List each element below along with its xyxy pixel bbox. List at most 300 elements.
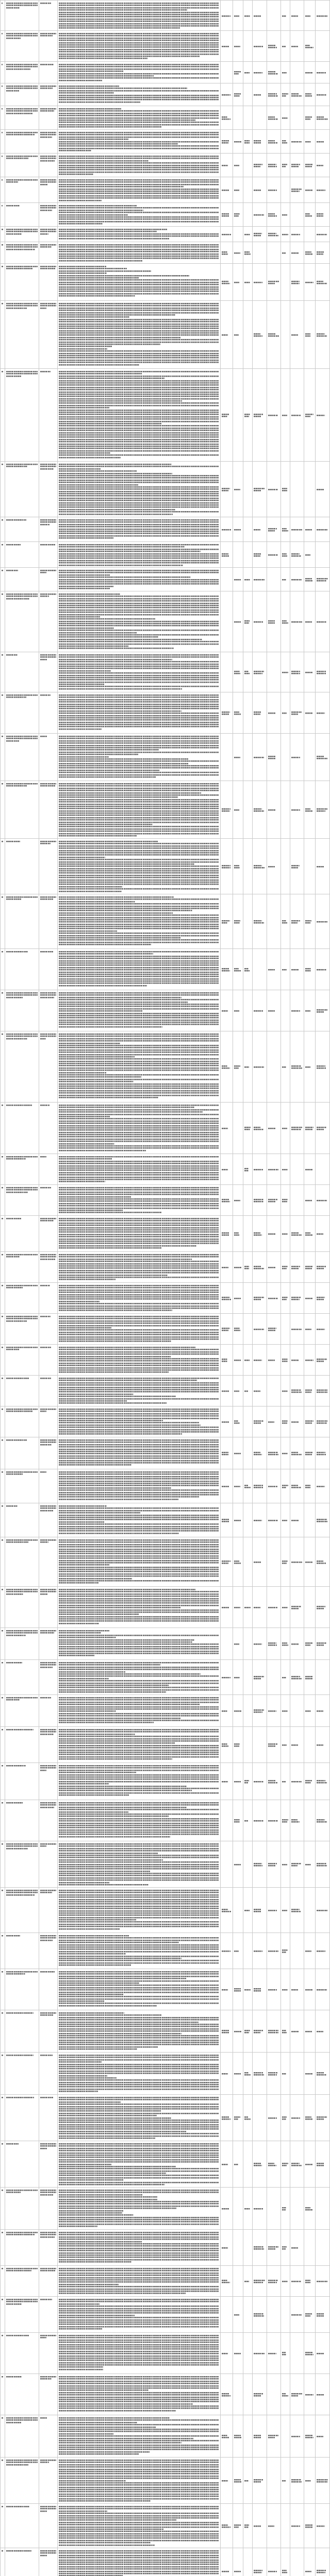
table-cell xyxy=(0,781,5,839)
cell-text-glyphs xyxy=(222,2524,232,2529)
cell-text-glyphs xyxy=(254,1296,266,1301)
table-cell xyxy=(267,2188,281,2230)
text-line-glyph xyxy=(40,785,55,787)
cell-text-glyphs xyxy=(268,1780,279,1784)
table-cell xyxy=(39,1252,58,1283)
cell-text-glyphs xyxy=(268,1909,279,1911)
cell-text-glyphs xyxy=(254,2313,266,2317)
text-line-glyph xyxy=(2,1630,3,1632)
table-cell xyxy=(233,2297,243,2333)
table-cell xyxy=(5,1314,39,1345)
text-line-glyph xyxy=(59,260,142,262)
text-line-glyph xyxy=(6,1348,19,1350)
table-cell xyxy=(39,1537,58,1587)
text-line-glyph xyxy=(317,141,324,143)
table-cell xyxy=(5,1727,39,1763)
cell-text-glyphs xyxy=(234,1359,242,1361)
cell-text-glyphs xyxy=(2,1935,4,1937)
table-cell xyxy=(267,1933,281,1969)
cell-text-glyphs xyxy=(2,155,4,157)
table-cell xyxy=(5,83,39,106)
cell-text-glyphs xyxy=(6,2550,38,2552)
cell-text-glyphs xyxy=(317,1389,328,1394)
table-cell xyxy=(290,369,304,462)
text-line-glyph xyxy=(6,1973,25,1975)
text-line-glyph xyxy=(59,1691,166,1693)
table-cell xyxy=(316,154,330,177)
text-line-glyph xyxy=(59,1026,162,1028)
text-line-glyph xyxy=(6,2012,34,2014)
text-line-glyph xyxy=(282,1127,287,1129)
cell-text-glyphs xyxy=(244,140,251,144)
cell-text-glyphs xyxy=(6,108,38,114)
table-cell xyxy=(316,2188,330,2230)
text-line-glyph xyxy=(59,2410,176,2412)
table-cell xyxy=(290,1376,304,1406)
text-line-glyph xyxy=(291,95,302,97)
text-line-glyph xyxy=(222,118,230,120)
text-line-glyph xyxy=(2,244,3,246)
table-cell xyxy=(304,1888,316,1933)
cell-text-glyphs xyxy=(222,1606,232,1608)
table-cell xyxy=(304,2374,316,2415)
cell-text-glyphs xyxy=(234,1676,242,1679)
text-line-glyph xyxy=(234,1390,239,1392)
table-cell xyxy=(253,462,267,517)
text-line-glyph xyxy=(59,1884,148,1886)
table-cell xyxy=(0,1587,5,1628)
text-line-glyph xyxy=(6,233,22,235)
table-row xyxy=(0,517,330,542)
table-cell xyxy=(58,462,221,517)
text-line-glyph xyxy=(40,63,54,65)
table-cell xyxy=(290,1727,304,1763)
text-line-glyph xyxy=(268,809,275,811)
text-line-glyph xyxy=(282,1909,287,1911)
table-cell xyxy=(267,1345,281,1376)
text-line-glyph xyxy=(59,1794,129,1796)
cell-text-glyphs xyxy=(317,414,328,416)
table-cell xyxy=(39,517,58,542)
text-line-glyph xyxy=(291,2395,298,2397)
table-cell xyxy=(267,2504,281,2548)
cell-text-glyphs xyxy=(317,1265,328,1270)
table-cell xyxy=(5,1628,39,1660)
cell-text-glyphs xyxy=(268,1421,279,1423)
text-line-glyph xyxy=(40,183,47,185)
cell-text-glyphs xyxy=(2,2096,4,2098)
text-line-glyph xyxy=(268,414,278,416)
text-line-glyph xyxy=(222,1010,228,1012)
text-line-glyph xyxy=(268,118,278,120)
table-cell xyxy=(316,1763,330,1800)
text-line-glyph xyxy=(282,72,287,74)
table-row xyxy=(0,2458,330,2504)
cell-text-glyphs xyxy=(234,488,242,490)
cell-text-glyphs xyxy=(234,2163,242,2165)
cell-text-glyphs xyxy=(6,302,38,309)
table-cell xyxy=(39,301,58,369)
text-line-glyph xyxy=(234,1485,240,1487)
cell-text-glyphs xyxy=(234,15,242,17)
table-cell xyxy=(290,1800,304,1841)
table-row xyxy=(0,242,330,264)
table-cell xyxy=(39,1841,58,1888)
table-cell xyxy=(221,1969,233,2010)
cell-text-glyphs xyxy=(234,968,242,972)
cell-text-glyphs xyxy=(282,2280,289,2282)
table-cell xyxy=(243,1888,253,1933)
text-line-glyph xyxy=(234,1562,241,1564)
text-line-glyph xyxy=(6,1541,28,1543)
text-line-glyph xyxy=(40,1697,51,1699)
text-line-glyph xyxy=(2,228,3,230)
table-cell xyxy=(316,1154,330,1185)
text-line-glyph xyxy=(40,233,48,235)
table-cell xyxy=(281,1503,290,1537)
cell-text-glyphs xyxy=(282,1819,289,1823)
table-cell xyxy=(5,1660,39,1695)
table-cell xyxy=(304,1587,316,1628)
text-line-glyph xyxy=(222,2247,228,2249)
text-line-glyph xyxy=(40,370,51,372)
table-cell xyxy=(233,1587,243,1628)
table-cell xyxy=(0,1154,5,1185)
table-cell xyxy=(58,62,221,83)
cell-text-glyphs xyxy=(282,2393,289,2397)
table-cell xyxy=(253,106,267,130)
cell-text-glyphs xyxy=(234,1950,242,1952)
cell-text-glyphs xyxy=(317,1819,328,1823)
table-cell xyxy=(304,1185,316,1216)
table-cell xyxy=(253,517,267,542)
table-cell xyxy=(221,2548,233,2576)
cell-text-glyphs xyxy=(282,1233,289,1235)
cell-text-glyphs xyxy=(2,1588,4,1590)
table-cell xyxy=(5,1469,39,1503)
cell-text-glyphs xyxy=(254,2162,266,2167)
table-row xyxy=(0,990,330,1031)
table-row xyxy=(0,1283,330,1314)
cell-text-glyphs xyxy=(268,1743,279,1748)
text-line-glyph xyxy=(59,943,151,945)
table-cell xyxy=(267,734,281,781)
text-line-glyph xyxy=(317,72,326,74)
text-line-glyph xyxy=(234,15,239,17)
text-line-glyph xyxy=(2,63,3,65)
text-line-glyph xyxy=(40,1377,51,1379)
table-cell xyxy=(233,154,243,177)
text-line-glyph xyxy=(317,1328,325,1330)
text-line-glyph xyxy=(291,1067,302,1069)
table-cell xyxy=(221,542,233,568)
text-line-glyph xyxy=(40,87,53,89)
text-line-glyph xyxy=(234,2073,241,2075)
cell-text-glyphs xyxy=(40,1471,56,1473)
text-line-glyph xyxy=(317,712,325,714)
cell-text-glyphs xyxy=(254,1484,266,1489)
table-cell xyxy=(316,517,330,542)
table-cell xyxy=(5,1763,39,1800)
table-cell xyxy=(281,1933,290,1969)
table-cell xyxy=(39,1695,58,1727)
cell-text-glyphs xyxy=(59,840,219,892)
table-cell xyxy=(253,2141,267,2188)
table-cell xyxy=(316,591,330,652)
cell-text-glyphs xyxy=(222,1781,232,1783)
cell-text-glyphs xyxy=(234,1010,242,1012)
table-cell xyxy=(316,369,330,462)
table-cell xyxy=(243,301,253,369)
table-cell xyxy=(39,1185,58,1216)
text-line-glyph xyxy=(254,234,261,236)
cell-text-glyphs xyxy=(59,1033,219,1098)
cell-text-glyphs xyxy=(244,1066,251,1068)
cell-text-glyphs xyxy=(282,1420,289,1425)
text-line-glyph xyxy=(291,1128,301,1130)
text-line-glyph xyxy=(222,1606,229,1608)
table-cell xyxy=(290,2297,304,2333)
table-cell xyxy=(5,2415,39,2458)
cell-text-glyphs xyxy=(305,1199,314,1201)
table-cell xyxy=(233,1406,243,1437)
cell-text-glyphs xyxy=(254,920,266,924)
table-row xyxy=(0,839,330,894)
table-cell xyxy=(58,517,221,542)
text-line-glyph xyxy=(6,1377,29,1379)
text-line-glyph xyxy=(282,1863,287,1866)
text-line-glyph xyxy=(222,1390,229,1392)
table-cell xyxy=(5,1103,39,1154)
text-line-glyph xyxy=(305,46,314,48)
table-row xyxy=(0,2548,330,2576)
cell-text-glyphs xyxy=(282,620,289,624)
table-cell xyxy=(290,130,304,154)
table-cell xyxy=(0,1185,5,1216)
text-line-glyph xyxy=(234,809,239,811)
table-row xyxy=(0,1252,330,1283)
table-cell xyxy=(290,1888,304,1933)
cell-text-glyphs xyxy=(317,1126,328,1131)
table-cell xyxy=(290,2095,304,2141)
text-line-glyph xyxy=(282,1422,287,1424)
cell-text-glyphs xyxy=(222,1127,232,1129)
table-cell xyxy=(233,2548,243,2576)
cell-text-glyphs xyxy=(317,2569,328,2574)
cell-text-glyphs xyxy=(268,488,279,490)
cell-text-glyphs xyxy=(244,1606,251,1608)
cell-text-glyphs xyxy=(40,1315,56,1317)
table-cell xyxy=(253,369,267,462)
cell-text-glyphs xyxy=(40,735,56,737)
cell-text-glyphs xyxy=(2,2189,4,2191)
cell-text-glyphs xyxy=(40,1697,56,1699)
table-cell xyxy=(304,2504,316,2548)
table-cell xyxy=(290,1345,304,1376)
cell-text-glyphs xyxy=(291,969,303,971)
text-line-glyph xyxy=(291,1453,302,1455)
cell-text-glyphs xyxy=(40,205,56,211)
cell-text-glyphs xyxy=(282,1127,289,1129)
cell-text-glyphs xyxy=(222,865,232,869)
cell-text-glyphs xyxy=(59,951,219,987)
cell-text-glyphs xyxy=(254,1908,266,1913)
text-line-glyph xyxy=(2,2550,3,2552)
table-cell xyxy=(243,1800,253,1841)
text-line-glyph xyxy=(268,1909,277,1911)
table-cell xyxy=(316,301,330,369)
text-line-glyph xyxy=(282,2073,286,2075)
text-line-glyph xyxy=(282,1951,286,1953)
cell-text-glyphs xyxy=(40,1843,56,1848)
text-line-glyph xyxy=(59,2225,97,2227)
cell-text-glyphs xyxy=(40,1377,56,1379)
table-cell xyxy=(304,1933,316,1969)
table-row xyxy=(0,692,330,734)
cell-text-glyphs xyxy=(305,2279,314,2284)
cell-text-glyphs xyxy=(234,1781,242,1783)
table-cell xyxy=(304,990,316,1031)
text-line-glyph xyxy=(254,15,261,17)
text-line-glyph xyxy=(2,1033,3,1035)
table-cell xyxy=(0,62,5,83)
table-cell xyxy=(0,264,5,301)
table-cell xyxy=(5,1185,39,1216)
text-line-glyph xyxy=(282,1267,287,1269)
cell-text-glyphs xyxy=(6,155,38,160)
text-line-glyph xyxy=(222,1298,231,1300)
text-line-glyph xyxy=(305,415,310,417)
table-cell xyxy=(221,1537,233,1587)
table-cell xyxy=(221,1660,233,1695)
table-cell xyxy=(253,2458,267,2504)
cell-text-glyphs xyxy=(40,63,56,65)
cell-text-glyphs xyxy=(254,579,266,581)
table-cell xyxy=(253,1252,267,1283)
text-line-glyph xyxy=(254,1200,263,1202)
cell-text-glyphs xyxy=(305,2524,314,2529)
cell-text-glyphs xyxy=(59,108,219,128)
text-line-glyph xyxy=(244,142,250,144)
text-line-glyph xyxy=(291,334,298,336)
text-line-glyph xyxy=(59,2183,164,2185)
table-cell xyxy=(58,0,221,31)
text-line-glyph xyxy=(282,1486,286,1488)
table-cell xyxy=(39,242,58,264)
text-line-glyph xyxy=(291,1910,301,1912)
cell-text-glyphs xyxy=(268,414,279,416)
cell-text-glyphs xyxy=(268,2117,279,2119)
text-line-glyph xyxy=(317,1989,327,1991)
cell-text-glyphs xyxy=(291,1605,303,1610)
table-cell xyxy=(243,2266,253,2297)
table-cell xyxy=(253,1469,267,1503)
table-cell xyxy=(243,2188,253,2230)
table-cell xyxy=(290,1969,304,2010)
text-line-glyph xyxy=(244,1486,251,1488)
text-line-glyph xyxy=(254,2315,264,2317)
cell-text-glyphs xyxy=(317,1560,328,1565)
cell-text-glyphs xyxy=(282,1066,289,1068)
text-line-glyph xyxy=(222,15,230,17)
text-line-glyph xyxy=(234,1359,241,1361)
cell-text-glyphs xyxy=(222,2393,232,2397)
text-line-glyph xyxy=(268,1200,275,1202)
table-cell xyxy=(290,1154,304,1185)
cell-text-glyphs xyxy=(222,1168,232,1171)
text-line-glyph xyxy=(305,1644,310,1646)
text-line-glyph xyxy=(244,2526,249,2528)
cell-text-glyphs xyxy=(254,1643,266,1645)
cell-text-glyphs xyxy=(40,244,56,248)
table-cell xyxy=(253,1841,267,1888)
cell-text-glyphs xyxy=(59,2505,219,2546)
text-line-glyph xyxy=(59,126,161,128)
cell-text-glyphs xyxy=(6,370,38,377)
table-cell xyxy=(39,2333,58,2374)
text-line-glyph xyxy=(6,248,35,250)
table-cell xyxy=(267,203,281,227)
text-line-glyph xyxy=(268,165,277,167)
cell-text-glyphs xyxy=(317,1862,328,1867)
table-cell xyxy=(281,130,290,154)
cell-text-glyphs xyxy=(282,1606,289,1608)
cell-text-glyphs xyxy=(59,2267,219,2295)
table-cell xyxy=(304,1314,316,1345)
cell-text-glyphs xyxy=(59,2054,219,2093)
cell-text-glyphs xyxy=(59,1843,219,1886)
table-cell xyxy=(253,2266,267,2297)
text-line-glyph xyxy=(222,489,228,492)
text-line-glyph xyxy=(317,529,327,531)
cell-text-glyphs xyxy=(222,1421,232,1423)
cell-text-glyphs xyxy=(244,1390,251,1392)
text-line-glyph xyxy=(6,307,27,309)
table-cell xyxy=(58,1763,221,1800)
table-cell xyxy=(267,1537,281,1587)
text-line-glyph xyxy=(317,2030,323,2032)
text-line-glyph xyxy=(6,1662,22,1664)
text-line-glyph xyxy=(6,2233,35,2235)
table-cell xyxy=(281,2504,290,2548)
table-cell xyxy=(243,2010,253,2053)
cell-text-glyphs xyxy=(234,1297,242,1299)
text-line-glyph xyxy=(59,2090,98,2092)
text-line-glyph xyxy=(268,1782,277,1784)
table-cell xyxy=(290,1660,304,1695)
text-line-glyph xyxy=(305,970,311,972)
table-cell xyxy=(5,1252,39,1283)
cell-text-glyphs xyxy=(59,1505,219,1534)
cell-text-glyphs xyxy=(282,2480,289,2482)
cell-text-glyphs xyxy=(6,463,38,468)
text-line-glyph xyxy=(40,1038,46,1040)
cell-text-glyphs xyxy=(59,1284,219,1312)
cell-text-glyphs xyxy=(6,1802,38,1804)
cell-text-glyphs xyxy=(222,529,232,531)
table-cell xyxy=(58,1031,221,1103)
table-cell xyxy=(304,949,316,990)
table-cell xyxy=(221,203,233,227)
cell-text-glyphs xyxy=(40,1408,56,1413)
cell-text-glyphs xyxy=(291,1010,303,1012)
cell-text-glyphs xyxy=(254,1451,266,1456)
cell-text-glyphs xyxy=(305,251,314,256)
table-cell xyxy=(243,0,253,31)
cell-text-glyphs xyxy=(254,553,266,557)
cell-text-glyphs xyxy=(6,1253,38,1258)
table-cell xyxy=(0,1695,5,1727)
